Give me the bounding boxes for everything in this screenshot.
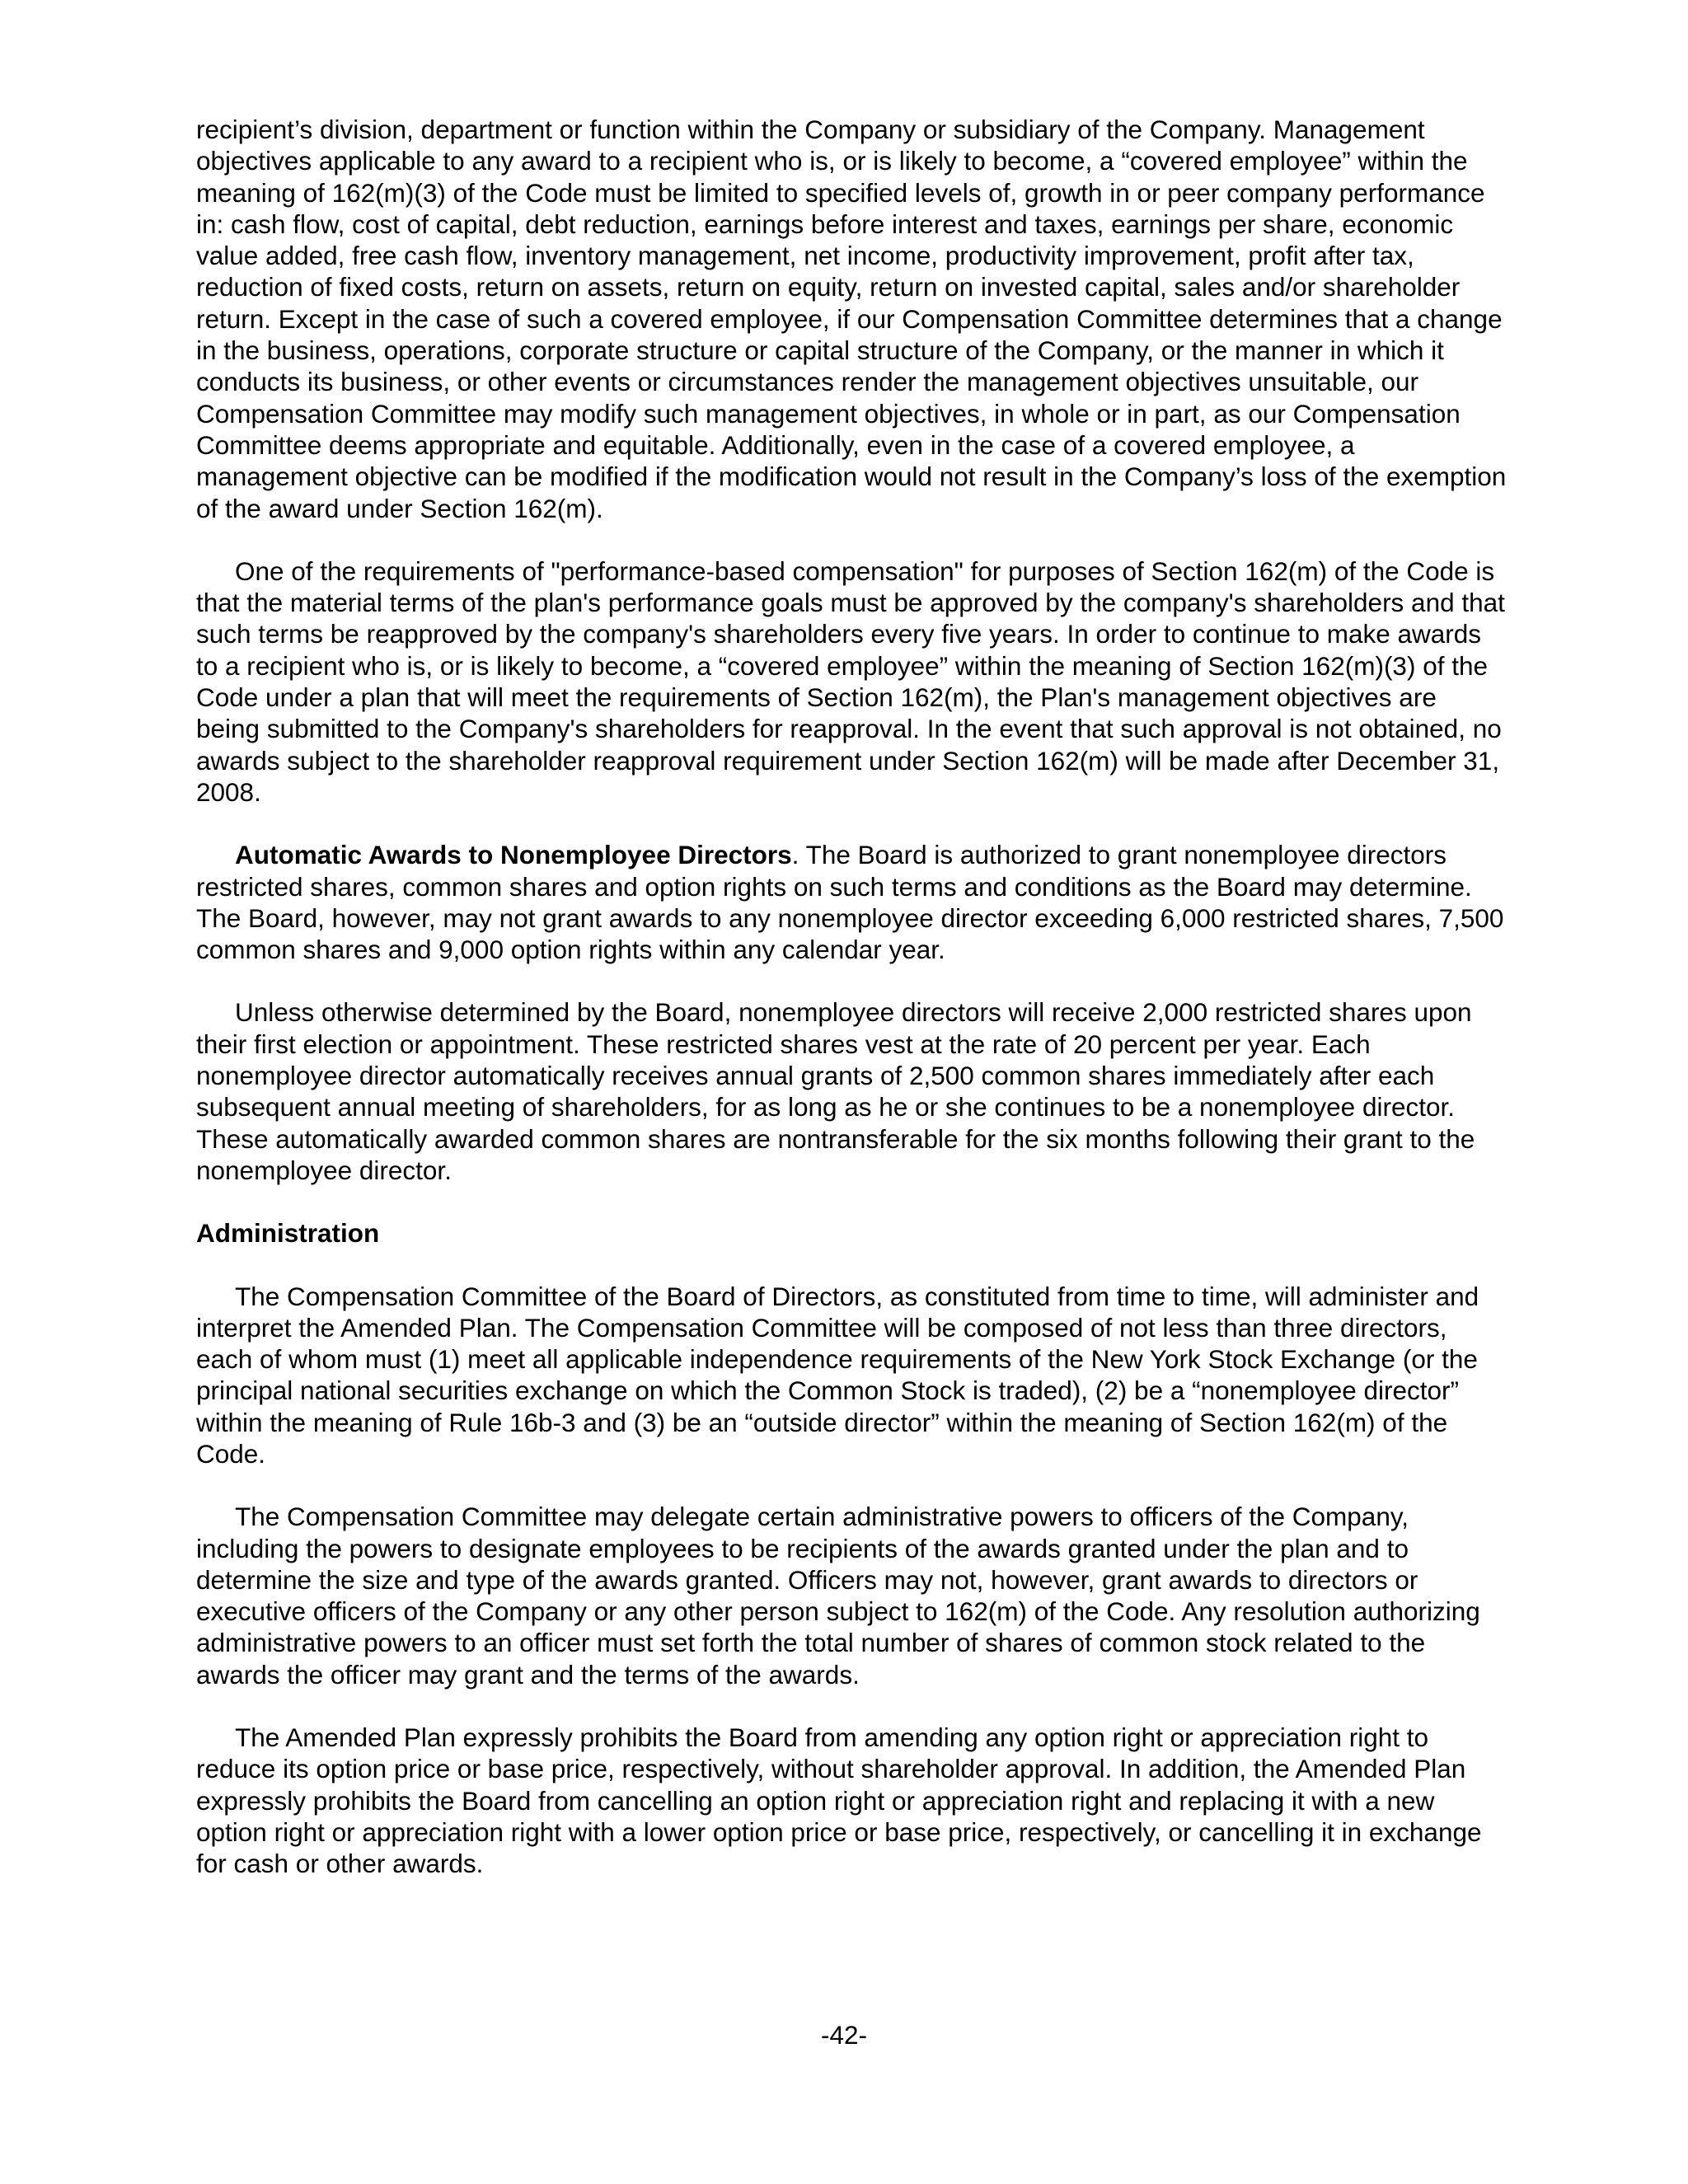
paragraph-nonemployee-director-grants: Unless otherwise determined by the Board, nonemployee directors will receive 2,000 restricted shares upon their first election or appointment. These restricted shares vest at the rate of 20 percent per year. Each nonemployee director automatically receives annual grants of 2,500 common shares immediately after each subsequent annual meeting of shareholders, for as long as he or she continues to be a nonemployee director. These automatically awarded common shares are nontransferable for the six months following their grant to the nonemployee director. — [196, 997, 1475, 1185]
paragraph-delegation: The Compensation Committee may delegate certain administrative powers to officers of the Company, including the powers to designate employees to be recipients of the awards granted under the plan and to determine the size and type of the awards granted. Officers may not, however, grant awards to directors or executive officers of the Company or any other person subject to 162(m) of the Code. Any resolution authorizing administrative powers to an officer must set forth the total number of shares of common stock related to the awards the officer may grant and the terms of the awards. — [196, 1502, 1480, 1690]
section-heading-administration: Administration — [196, 1218, 380, 1249]
paragraph-management-objectives: recipient’s division, department or function within the Company or subsidiary of the Company. Management objectives applicable to any award to a recipient who is, or is likely to become, a “covered employee” within the meaning of 162(m)(3) of the Code must be limited to specified levels of, growth in or peer company performance in: cash flow, cost of capital, debt reduction, earnings before interest and taxes, earnings per share, economic value added, free cash flow, inventory management, net income, productivity improvement, profit after tax, reduction of fixed costs, return on assets, return on equity, return on invested capital, sales and/or shareholder return. Except in the case of such a covered employee, if our Compensation Committee determines that a change in the business, operations, corporate structure or capital structure of the Company, or the manner in which it conducts its business, or other events or circumstances render the management objectives unsuitable, our Compensation Committee may modify such management objectives, in whole or in part, as our Compensation Committee deems appropriate and equitable. Additionally, even in the case of a covered employee, a management objective can be modified if the modification would not result in the Company’s loss of the exemption of the award under Section 162(m). — [196, 115, 1507, 523]
paragraph-compensation-committee: The Compensation Committee of the Board of Directors, as constituted from time to time, will administer and interpret the Amended Plan. The Compensation Committee will be composed of not less than three directors, each of whom must (1) meet all applicable independence requirements of the New York Stock Exchange (or the principal national securities exchange on which the Common Stock is traded), (2) be a “nonemployee director” within the meaning of Rule 16b-3 and (3) be an “outside director” within the meaning of Section 162(m) of the Code. — [196, 1281, 1479, 1469]
document-page — [196, 114, 1507, 1911]
inline-heading-automatic-awards: Automatic Awards to Nonemployee Directors — [235, 840, 792, 870]
paragraph-automatic-awards — [196, 839, 1507, 965]
paragraph-automatic-awards-body: . The Board is authorized to grant nonemployee directors restricted shares, common shares and option rights on such terms and conditions as the Board may determine. The Board, however, may not grant awards to any nonemployee director exceeding 6,000 restricted shares, 7,500 common shares and 9,000 option rights within any calendar year. — [196, 840, 1504, 965]
page-number: -42- — [820, 2020, 868, 2050]
paragraph-repricing-prohibition: The Amended Plan expressly prohibits the Board from amending any option right or appreciation right to reduce its option price or base price, respectively, without shareholder approval. In addition, the Amended Plan expressly prohibits the Board from cancelling an option right or appreciation right and replacing it with a new option right or appreciation right with a lower option price or base price, respectively, or cancelling it in exchange for cash or other awards. — [196, 1722, 1482, 1879]
paragraph-performance-based-compensation: One of the requirements of "performance-based compensation" for purposes of Section 162(m) of the Code is that the material terms of the plan's performance goals must be approved by the company's shareholders and that such terms be reapproved by the company's shareholders every five years. In order to continue to make awards to a recipient who is, or is likely to become, a “covered employee” within the meaning of Section 162(m)(3) of the Code under a plan that will meet the requirements of Section 162(m), the Plan's management objectives are being submitted to the Company's shareholders for reapproval. In the event that such approval is not obtained, no awards subject to the shareholder reapproval requirement under Section 162(m) will be made after December 31, 2008. — [196, 555, 1505, 807]
